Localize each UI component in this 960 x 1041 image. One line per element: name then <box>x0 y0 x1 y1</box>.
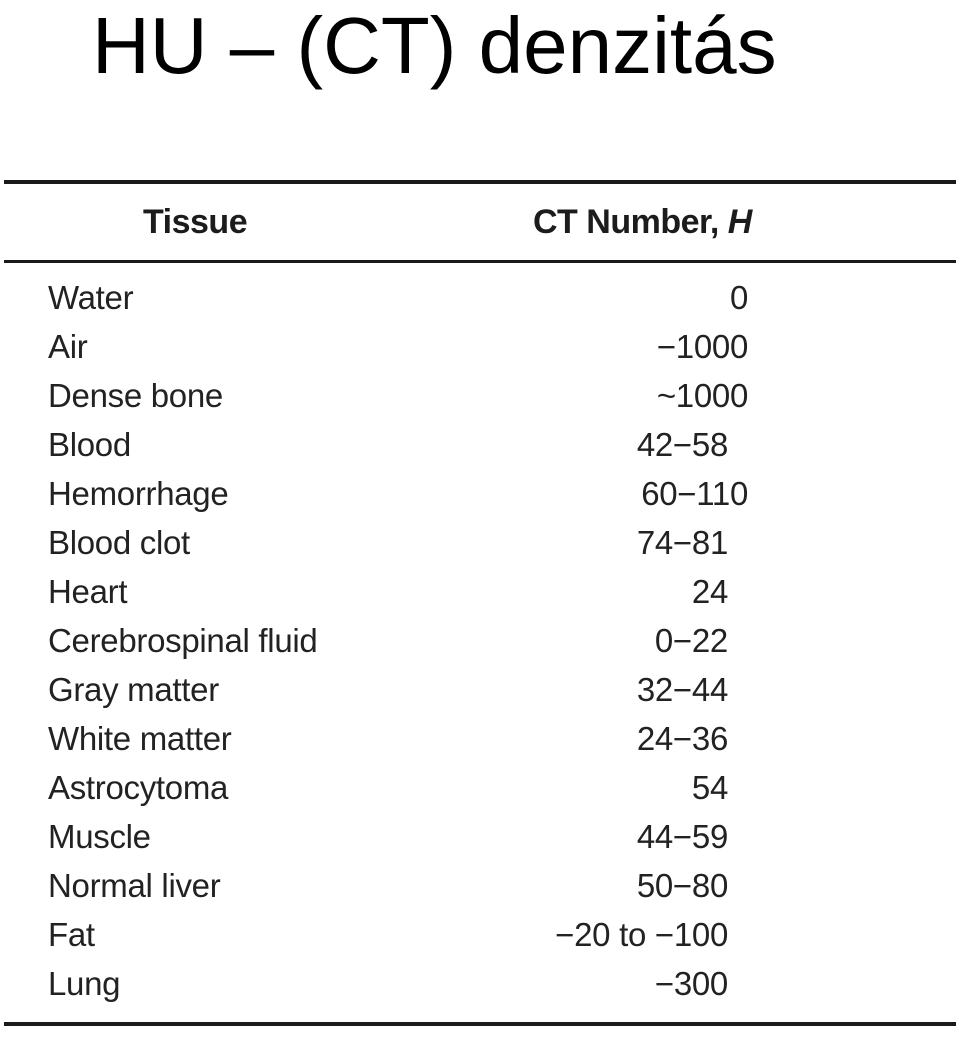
table-row <box>0 910 960 959</box>
tissue-cell: Normal liver <box>48 867 221 904</box>
ct-number-cell: 44−59 <box>636 818 728 855</box>
table-row <box>0 665 960 714</box>
table-row <box>0 371 960 420</box>
slide-title: HU – (CT) denzitás <box>92 1 777 90</box>
ct-number-cell: 0 <box>729 279 748 316</box>
table-bottom-rule <box>4 1022 956 1026</box>
ct-number-cell: 54 <box>691 769 728 806</box>
tissue-cell: Heart <box>48 573 128 610</box>
tissue-cell: Air <box>48 328 88 365</box>
ct-number-cell: 60−110 <box>641 475 748 512</box>
ct-number-cell: −300 <box>654 965 728 1002</box>
header-ct-number-label: CT Number, <box>533 203 728 241</box>
ct-number-cell: 32−44 <box>636 671 728 708</box>
tissue-cell: Lung <box>48 965 121 1002</box>
ct-number-cell: 42−58 <box>636 426 728 463</box>
tissue-cell: White matter <box>48 720 232 757</box>
ct-number-table <box>0 180 960 1030</box>
tissue-cell: Astrocytoma <box>48 769 229 806</box>
table-row <box>0 518 960 567</box>
ct-number-cell: 50−80 <box>636 867 728 904</box>
table-row <box>0 763 960 812</box>
tissue-cell: Blood clot <box>48 524 190 561</box>
tissue-cell: Hemorrhage <box>48 475 229 512</box>
table-row <box>0 616 960 665</box>
header-ct-number-unit: H <box>727 203 752 241</box>
table-row <box>0 420 960 469</box>
ct-number-cell: 24−36 <box>636 720 728 757</box>
ct-number-cell: 74−81 <box>636 524 728 561</box>
tissue-cell: Cerebrospinal fluid <box>48 622 318 659</box>
ct-number-cell: −20 to −100 <box>555 916 728 953</box>
table-row <box>0 469 960 518</box>
header-tissue: Tissue <box>143 203 248 241</box>
table-top-rule <box>4 180 956 184</box>
ct-number-cell: −1000 <box>656 328 748 365</box>
table-row <box>0 322 960 371</box>
table-row <box>0 861 960 910</box>
tissue-cell: Gray matter <box>48 671 219 708</box>
table-row <box>0 273 960 322</box>
ct-number-cell: 0−22 <box>654 622 728 659</box>
table-row <box>0 567 960 616</box>
tissue-cell: Fat <box>48 916 95 953</box>
table-row <box>0 714 960 763</box>
header-ct-number <box>533 202 752 242</box>
tissue-cell: Muscle <box>48 818 151 855</box>
ct-number-cell: 24 <box>691 573 728 610</box>
tissue-cell: Blood <box>48 426 131 463</box>
tissue-cell: Water <box>48 279 134 316</box>
table-row <box>0 959 960 1008</box>
table-row <box>0 812 960 861</box>
tissue-cell: Dense bone <box>48 377 223 414</box>
table-header-rule <box>4 260 956 263</box>
ct-number-cell: ~1000 <box>656 377 748 414</box>
